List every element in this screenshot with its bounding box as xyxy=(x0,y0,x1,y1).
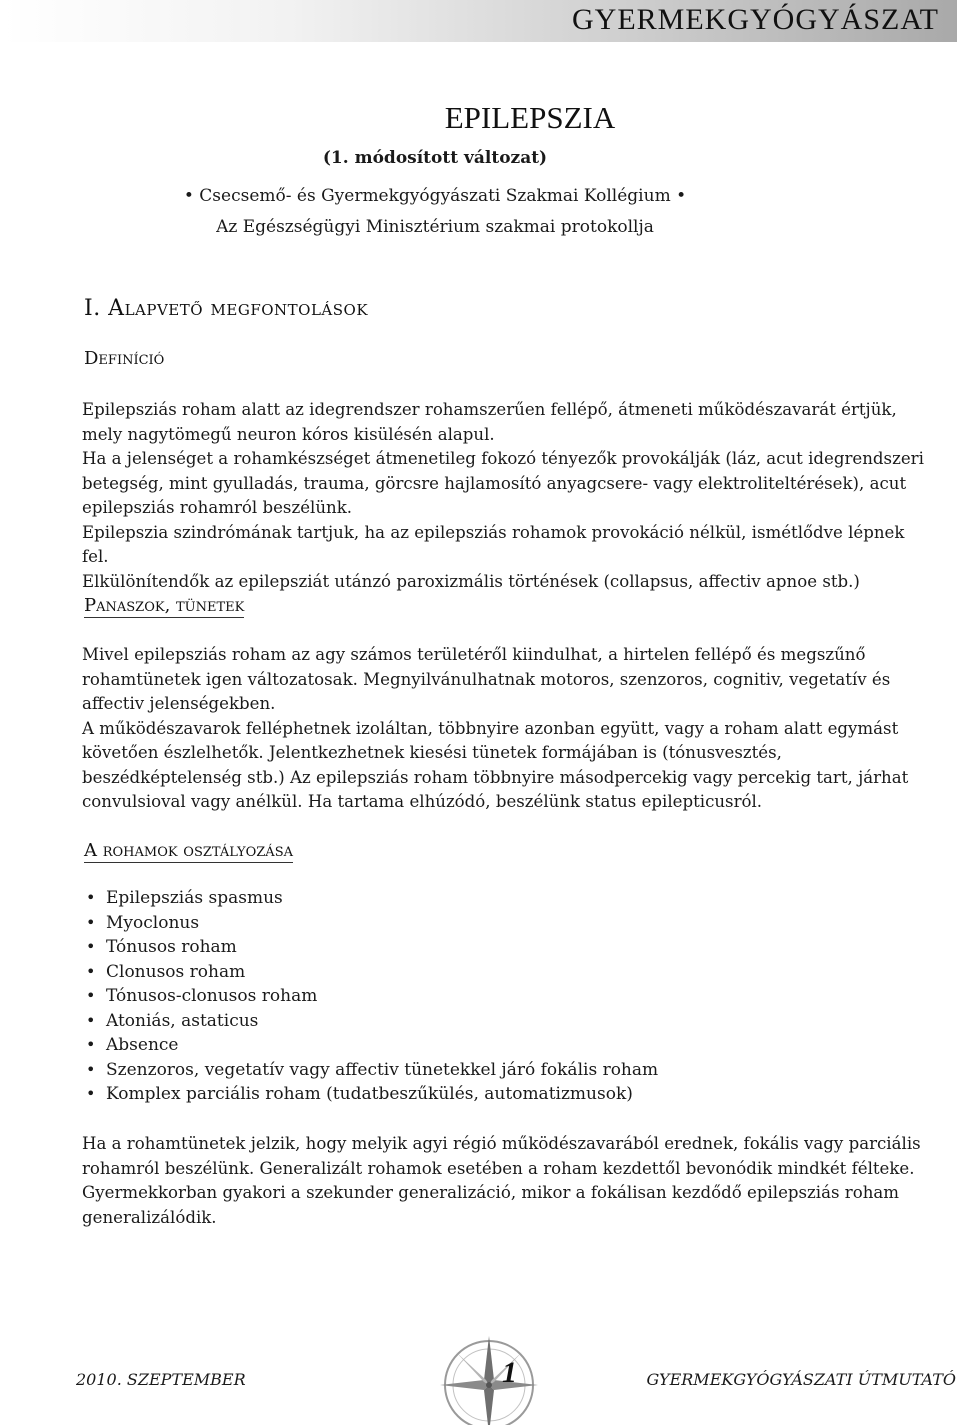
bullet-glyph: • xyxy=(183,186,194,206)
definition-text xyxy=(82,398,932,594)
header-title: GYERMEKGYÓGYÁSZAT xyxy=(572,3,939,36)
symptoms-paragraph: A működészavarok felléphetnek izoláltan, többnyire azonban együtt, vagy a roham alatt egymást követően észlelhetők. Jelentkezhetnek kiesési tünetek formájában is (tónusvesztés, beszédképtelenség stb.) Az epilepsziás roham többnyire másodpercekig vagy percekig tart, járhat convulsioval vagy anélkül. Ha tartama elhúzódó, beszélünk status epilepticusról. xyxy=(82,718,909,811)
definition-paragraph: Ha a jelenséget a rohamkészséget átmenetileg fokozó tényezők provokálják (láz, acut idegrendszeri betegség, mint gyulladás, trauma, görcsre hajlamosító anyagcsere- vagy elektroliteltérések), acut epilepsziás rohamról beszélünk. xyxy=(82,449,924,517)
list-item: • Myoclonus xyxy=(86,911,658,936)
seizure-type-list xyxy=(86,886,658,1107)
definition-heading: Definíció xyxy=(84,348,165,369)
document-subtitle: (1. módosított változat) xyxy=(322,148,548,168)
issuing-organization xyxy=(0,186,870,206)
list-item: • Tónusos-clonusos roham xyxy=(86,984,658,1009)
list-item: • Szenzoros, vegetatív vagy affectiv tünetekkel járó fokális roham xyxy=(86,1058,658,1083)
symptoms-text xyxy=(82,643,932,815)
list-item: • Komplex parciális roham (tudatbeszűkülés, automatizmusok) xyxy=(86,1082,658,1107)
list-item: • Atoniás, astaticus xyxy=(86,1009,658,1034)
ministry-line: Az Egészségügyi Minisztérium szakmai protokollja xyxy=(216,217,654,237)
closing-paragraph: Ha a rohamtünetek jelzik, hogy melyik agyi régió működészavarából erednek, fokális vagy parciális rohamról beszélünk. Generalizált rohamok esetében a roham kezdettől bevonódik mindkét félteke. Gyermekkorban gyakori a szekunder generalizáció, mikor a fokálisan kezdődő epilepsziás roham generalizálódik. xyxy=(82,1134,921,1227)
section-heading: I. Alapvető megfontolások xyxy=(84,296,369,321)
document-title: EPILEPSZIA xyxy=(444,100,616,135)
bullet-glyph: • xyxy=(676,186,687,206)
symptoms-heading: Panaszok, tünetek xyxy=(84,595,245,616)
footer-publication: GYERMEKGYÓGYÁSZATI ÚTMUTATÓ xyxy=(646,1370,956,1389)
list-item: • Epilepsziás spasmus xyxy=(86,886,658,911)
list-item: • Clonusos roham xyxy=(86,960,658,985)
definition-paragraph: Epilepszia szindrómának tartjuk, ha az epilepsziás rohamok provokáció nélkül, ismétlődve lépnek fel. xyxy=(82,522,905,566)
classification-closing xyxy=(82,1132,932,1230)
list-item: • Absence xyxy=(86,1033,658,1058)
definition-paragraph: Elkülönítendők az epilepsziát utánzó paroxizmális történések (collapsus, affectiv apnoe stb.) xyxy=(82,571,860,591)
definition-paragraph: Epilepsziás roham alatt az idegrendszer rohamszerűen fellépő, átmeneti működészavarát értjük, mely nagytömegű neuron kóros kisülésén alapul. xyxy=(82,400,897,444)
page-number: 1 xyxy=(502,1356,517,1389)
symptoms-paragraph: Mivel epilepsziás roham az agy számos területéről kiindulhat, a hirtelen fellépő és megszűnő rohamtünetek igen változatosak. Megnyilvánulhatnak motoros, szenzoros, cognitiv, vegetatív és affectiv jelenségekben. xyxy=(82,645,891,713)
list-item: • Tónusos roham xyxy=(86,935,658,960)
compass-logo-icon xyxy=(434,1330,544,1425)
footer-date: 2010. SZEPTEMBER xyxy=(76,1370,246,1389)
classification-heading: A rohamok osztályozása xyxy=(84,840,293,861)
organization-name: Csecsemő- és Gyermekgyógyászati Szakmai Kollégium xyxy=(199,186,671,206)
header-band xyxy=(3,0,957,42)
